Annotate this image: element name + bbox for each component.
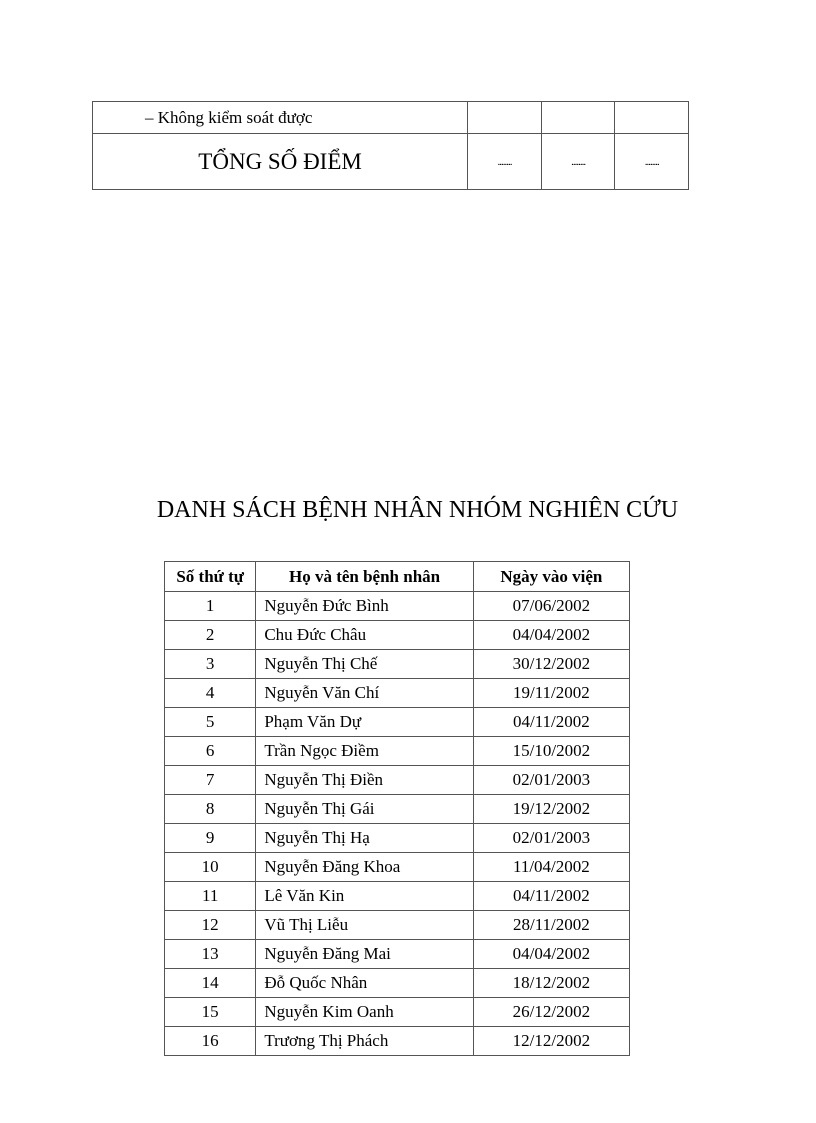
score-table — [92, 101, 689, 190]
page-title: DANH SÁCH BỆNH NHÂN NHÓM NGHIÊN CỨU — [156, 497, 679, 523]
patient-name: Nguyễn Thị Chế — [256, 650, 473, 679]
admission-date: 26/12/2002 — [473, 998, 629, 1027]
row-number: 13 — [165, 940, 256, 969]
table-row — [165, 940, 630, 969]
admission-date: 04/04/2002 — [473, 940, 629, 969]
patient-name: Nguyễn Thị Điền — [256, 766, 473, 795]
table-row — [165, 911, 630, 940]
row-number: 14 — [165, 969, 256, 998]
row-number: 15 — [165, 998, 256, 1027]
uncontrolled-label: – Không kiểm soát được — [93, 102, 468, 134]
admission-date: 12/12/2002 — [473, 1027, 629, 1056]
row-number: 6 — [165, 737, 256, 766]
row-number: 9 — [165, 824, 256, 853]
table-row — [165, 737, 630, 766]
table-row — [165, 708, 630, 737]
header-stt: Số thứ tự — [165, 562, 256, 592]
table-row — [165, 592, 630, 621]
total-score-label: TỔNG SỐ ĐIỂM — [93, 134, 468, 190]
table-row — [165, 824, 630, 853]
admission-date: 15/10/2002 — [473, 737, 629, 766]
row-number: 3 — [165, 650, 256, 679]
admission-date: 28/11/2002 — [473, 911, 629, 940]
score-cell — [468, 102, 542, 134]
table-row — [93, 134, 689, 190]
admission-date: 19/12/2002 — [473, 795, 629, 824]
admission-date: 18/12/2002 — [473, 969, 629, 998]
patient-name: Lê Văn Kin — [256, 882, 473, 911]
row-number: 12 — [165, 911, 256, 940]
row-number: 11 — [165, 882, 256, 911]
score-cell — [541, 102, 615, 134]
row-number: 5 — [165, 708, 256, 737]
admission-date: 04/04/2002 — [473, 621, 629, 650]
admission-date: 02/01/2003 — [473, 824, 629, 853]
table-row — [165, 766, 630, 795]
table-row — [165, 998, 630, 1027]
row-number: 7 — [165, 766, 256, 795]
admission-date: 30/12/2002 — [473, 650, 629, 679]
patient-name: Chu Đức Châu — [256, 621, 473, 650]
patient-name: Nguyễn Đức Bình — [256, 592, 473, 621]
admission-date: 04/11/2002 — [473, 882, 629, 911]
table-header-row — [165, 562, 630, 592]
patient-name: Trần Ngọc Điềm — [256, 737, 473, 766]
patient-name: Phạm Văn Dự — [256, 708, 473, 737]
patient-name: Nguyễn Thị Gái — [256, 795, 473, 824]
row-number: 2 — [165, 621, 256, 650]
patient-name: Nguyễn Kim Oanh — [256, 998, 473, 1027]
total-score-cell: ........ — [541, 134, 615, 190]
total-score-cell: ........ — [468, 134, 542, 190]
table-row — [165, 795, 630, 824]
table-row — [165, 621, 630, 650]
score-cell — [615, 102, 689, 134]
table-row — [93, 102, 689, 134]
table-row — [165, 853, 630, 882]
row-number: 8 — [165, 795, 256, 824]
admission-date: 11/04/2002 — [473, 853, 629, 882]
header-date: Ngày vào viện — [473, 562, 629, 592]
patient-name: Vũ Thị Liễu — [256, 911, 473, 940]
table-row — [165, 1027, 630, 1056]
patient-name: Nguyễn Thị Hạ — [256, 824, 473, 853]
admission-date: 02/01/2003 — [473, 766, 629, 795]
row-number: 10 — [165, 853, 256, 882]
admission-date: 07/06/2002 — [473, 592, 629, 621]
table-row — [165, 650, 630, 679]
patient-name: Trương Thị Phách — [256, 1027, 473, 1056]
patient-list-body — [165, 592, 630, 1056]
header-name: Họ và tên bệnh nhân — [256, 562, 473, 592]
total-score-cell: ........ — [615, 134, 689, 190]
row-number: 1 — [165, 592, 256, 621]
admission-date: 19/11/2002 — [473, 679, 629, 708]
table-row — [165, 679, 630, 708]
patient-name: Đỗ Quốc Nhân — [256, 969, 473, 998]
admission-date: 04/11/2002 — [473, 708, 629, 737]
table-row — [165, 969, 630, 998]
patient-name: Nguyễn Văn Chí — [256, 679, 473, 708]
patient-name: Nguyễn Đăng Mai — [256, 940, 473, 969]
patient-name: Nguyễn Đăng Khoa — [256, 853, 473, 882]
row-number: 16 — [165, 1027, 256, 1056]
table-row — [165, 882, 630, 911]
patient-list-table — [164, 561, 630, 1056]
row-number: 4 — [165, 679, 256, 708]
